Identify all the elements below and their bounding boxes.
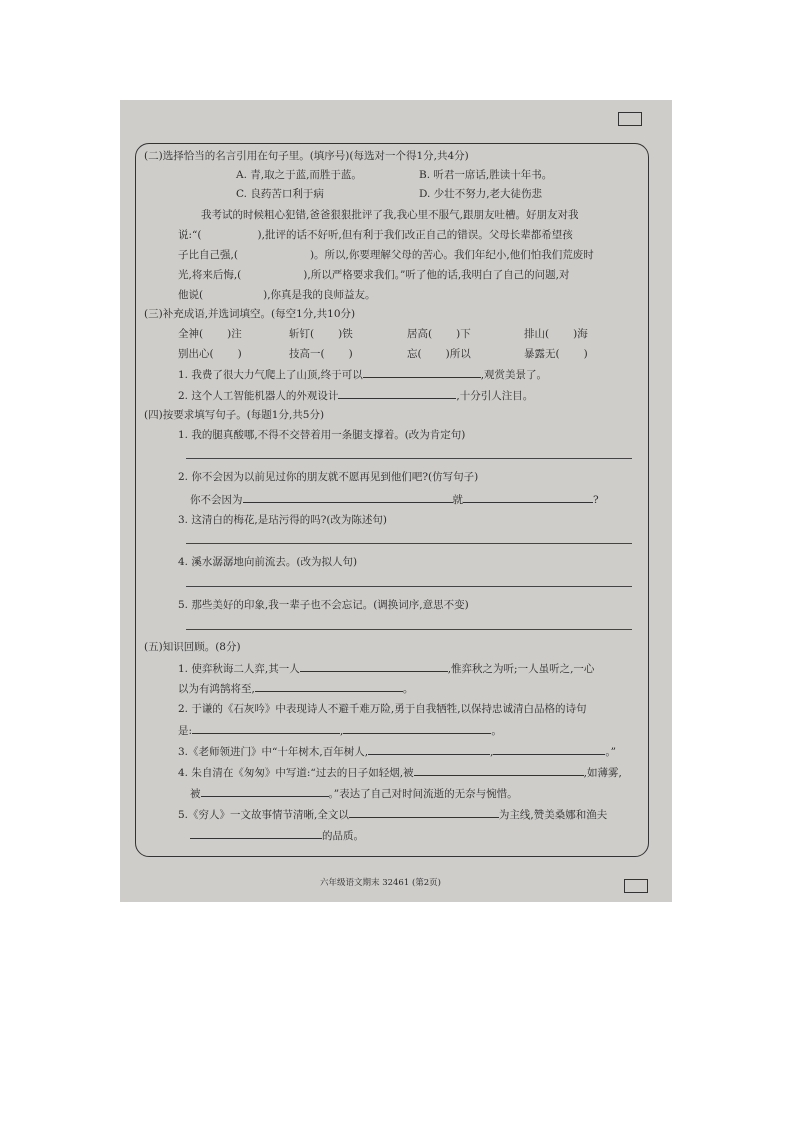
sec5-q5-blank-2[interactable]: [190, 828, 322, 839]
idiom-7: [407, 347, 471, 361]
idiom-6-end: ): [348, 348, 353, 360]
sec5-q5-line1: [178, 807, 607, 822]
sec4-question-3: 3. 这清白的梅花,是玷污得的吗?(改为陈述句): [178, 514, 388, 526]
idiom-3: [407, 327, 471, 341]
idiom-8-end: ): [583, 348, 588, 360]
idiom-8-start: 暴露无(: [524, 348, 560, 360]
sec4-answer-line-4[interactable]: [186, 586, 632, 587]
sec5-q3-blank-2[interactable]: [493, 744, 605, 755]
sec5-q5-part-c: 的品质。: [322, 830, 364, 842]
sec4-question-5: 5. 那些美好的印象,我一辈子也不会忘记。(调换词序,意思不变): [178, 599, 469, 611]
sec5-q4-part-d: 。”表达了自己对时间流逝的无奈与惋惜。: [328, 788, 518, 800]
sec3-q1-start: 1. 我费了很大力气爬上了山顶,终于可以: [178, 369, 363, 381]
sec2-option-a: A. 青,取之于蓝,而胜于蓝。: [236, 169, 362, 181]
sec5-q3: [178, 744, 616, 759]
sec5-q3-part-c: 。”: [605, 746, 617, 758]
sec5-q3-part-a: 3.《老师领进门》中“十年树木,百年树人,: [178, 746, 369, 758]
sec4-question-1: 1. 我的腿真酸哪,不得不交替着用一条腿支撑着。(改为肯定句): [178, 429, 466, 441]
idiom-5: [178, 347, 242, 361]
sec4-q2-template: [190, 492, 599, 507]
sec2-passage-line2: [178, 228, 573, 242]
sec3-question-2: [178, 388, 533, 403]
sec5-q4-blank-2[interactable]: [201, 786, 329, 797]
sec5-q2-blank-2[interactable]: [343, 723, 491, 734]
sec5-q4-part-c: 被: [190, 788, 201, 800]
sec2-line4-start: 光,将来后悔,(: [178, 269, 242, 281]
idiom-3-start: 居高(: [407, 328, 433, 340]
scanned-page-photo: [120, 100, 672, 902]
sec5-q4-line1: [178, 765, 622, 780]
idiom-6: [289, 347, 353, 361]
idiom-4-end: )海: [573, 328, 588, 340]
idiom-3-end: )下: [456, 328, 471, 340]
sec5-q1-blank-1[interactable]: [300, 661, 448, 672]
sec5-q1-part-d: 。: [402, 683, 414, 695]
sec2-option-c: C. 良药苦口利于病: [236, 188, 324, 200]
sec4-answer-line-3[interactable]: [186, 543, 632, 544]
sec4-q2-part-b: 就: [452, 494, 463, 506]
sec2-passage-line3: [178, 248, 594, 262]
page-footer: 六年级语文期末 32461 (第2页): [320, 878, 441, 888]
sec5-q3-part-b: ,: [490, 746, 494, 758]
sec5-q4-part-b: ,如薄雾,: [583, 767, 622, 779]
sec2-line5-start: 他说(: [178, 289, 204, 301]
sec2-option-b: B. 听君一席话,胜读十年书。: [419, 169, 553, 181]
sec5-q5-blank-1[interactable]: [349, 807, 499, 818]
sec5-q2-line2: [178, 723, 502, 738]
sec5-q1-part-b: ,惟弈秋之为听;一人虽听之,一心: [447, 663, 595, 675]
idiom-5-end: ): [237, 348, 242, 360]
sec5-q1-line1: [178, 661, 594, 676]
idiom-5-start: 别出心(: [178, 348, 214, 360]
sec5-q2-part-b: 是:: [178, 725, 193, 737]
sec5-q5-part-b: 为主线,赞美桑娜和渔夫: [498, 809, 608, 821]
sec3-question-1: [178, 367, 547, 382]
score-box-top: [618, 112, 642, 126]
idiom-7-start: 忘(: [407, 348, 422, 360]
sec4-question-2: 2. 你不会因为以前见过你的朋友就不愿再见到他们吧?(仿写句子): [178, 471, 479, 483]
sec5-q2-blank-1[interactable]: [192, 723, 340, 734]
sec3-q2-blank[interactable]: [338, 388, 456, 399]
sec5-q2-part-d: 。: [491, 725, 502, 737]
sec3-q2-end: ,十分引人注目。: [456, 390, 534, 402]
idiom-1-start: 全神(: [178, 328, 204, 340]
sec5-q1-part-a: 1. 使弈秋诲二人弈,其一人: [178, 663, 300, 675]
idiom-7-end: )所以: [445, 348, 471, 360]
sec4-q2-blank-2[interactable]: [463, 492, 593, 503]
sec4-q2-part-c: ?: [593, 494, 599, 506]
sec2-passage-line1: 我考试的时候粗心犯错,爸爸狠狠批评了我,我心里不服气,跟朋友吐槽。好朋友对我: [201, 209, 579, 221]
sec5-q1-part-c: 以为有鸿鹄将至,: [178, 683, 255, 695]
sec3-title: (三)补充成语,并选词填空。(每空1分,共10分): [144, 308, 356, 320]
sec2-line4-end: ),所以严格要求我们。”听了他的话,我明白了自己的问题,对: [303, 269, 570, 281]
sec4-q2-part-a: 你不会因为: [190, 494, 243, 506]
sec2-passage-line4: [178, 268, 570, 282]
sec5-q4-blank-1[interactable]: [414, 765, 584, 776]
sec2-title: (二)选择恰当的名言引用在句子里。(填序号)(每选对一个得1分,共4分): [144, 150, 469, 162]
idiom-4-start: 排山(: [524, 328, 550, 340]
sec4-answer-line-1[interactable]: [186, 458, 632, 459]
sec2-line2-end: ),批评的话不好听,但有利于我们改正自己的错误。父母长辈都希望孩: [257, 229, 573, 241]
sec5-q2-part-c: ,: [340, 725, 344, 737]
sec2-line3-start: 子比自己强,(: [178, 249, 238, 261]
idiom-4: [524, 327, 588, 341]
sec2-option-d: D. 少壮不努力,老大徒伤悲: [419, 188, 543, 200]
sec5-q1-line2: [178, 681, 413, 696]
sec5-q5-part-a: 5.《穷人》一文故事情节清晰,全文以: [178, 809, 349, 821]
sec5-q5-line2: [190, 828, 364, 843]
score-box-bottom: [624, 879, 648, 893]
sec5-q4-line2: [190, 786, 518, 801]
idiom-8: [524, 347, 588, 361]
sec3-q1-end: ,观赏美景了。: [480, 369, 548, 381]
sec4-answer-line-5[interactable]: [186, 629, 632, 630]
idiom-2-start: 斩钉(: [289, 328, 315, 340]
sec2-passage-line5: [178, 288, 376, 302]
sec5-title: (五)知识回顾。(8分): [144, 641, 241, 653]
sec4-question-4: 4. 溪水潺潺地向前流去。(改为拟人句): [178, 556, 358, 568]
sec2-line3-end: )。所以,你要理解父母的苦心。我们年纪小,他们怕我们荒废时: [309, 249, 594, 261]
sec2-line5-end: ),你真是我的良师益友。: [263, 289, 376, 301]
sec5-q4-part-a: 4. 朱自清在《匆匆》中写道:“过去的日子如轻烟,被: [178, 767, 414, 779]
idiom-2-end: )铁: [338, 328, 353, 340]
idiom-6-start: 技高一(: [289, 348, 325, 360]
question-frame: [135, 143, 649, 857]
sec3-q2-start: 2. 这个人工智能机器人的外观设计: [178, 390, 339, 402]
sec4-q2-blank-1[interactable]: [243, 492, 453, 503]
sec5-q3-blank-1[interactable]: [368, 744, 490, 755]
sec3-q1-blank[interactable]: [363, 367, 481, 378]
idiom-1: [178, 327, 242, 341]
sec4-title: (四)按要求填写句子。(每题1分,共5分): [144, 409, 325, 421]
sec2-line2-start: 说:“(: [178, 229, 202, 241]
idiom-1-end: )注: [227, 328, 242, 340]
idiom-2: [289, 327, 353, 341]
sec5-q1-blank-2[interactable]: [255, 681, 403, 692]
sec5-q2-line1: 2. 于谦的《石灰吟》中表现诗人不避千难万险,勇于自我牺牲,以保持忠诚清白品格的诗句: [178, 703, 587, 715]
